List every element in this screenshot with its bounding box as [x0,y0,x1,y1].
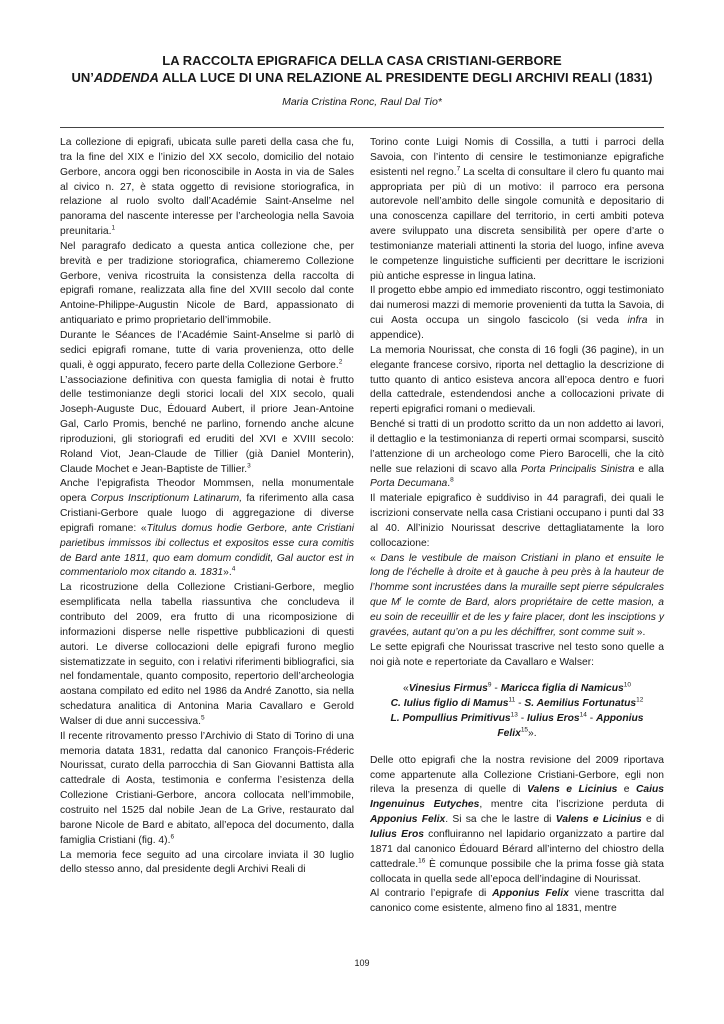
article-title-line1: LA RACCOLTA EPIGRAFICA DELLA CASA CRISTIANI-GERBORE [162,53,562,68]
paragraph: Il materiale epigrafico è suddiviso in 44 paragrafi, dei quali le iscrizioni conservate nella casa Cristiani occupano i punti dal 33 al 40. All’inizio Nourissat descrive dettagliatamente la loro collocazione: [370,493,664,549]
paragraph: Il recente ritrovamento presso l’Archivio di Stato di Torino di una memoria datata 1831, redatta dal canonico François-Fréderic Nourissat, curato della parrocchia di San Giovanni Battista alla cattedrale di Aosta, testimonia e conferma l’esistenza della Collezione Cristiani-Gerbore, ancora collocata nell’immobile, costruito nel 1525 dal nobile Jean de La Grive, restaurato dal barone Nicole de Bard e abitato, all’epoca del documento, dalla famiglia Cristiani (fig. 4).$^6$ [60,730,354,846]
paragraph: Nel paragrafo dedicato a questa antica collezione che, per brevità e per tradizione storiografica, chiameremo Collezione Gerbore, veniva ricostruita la consistenza della raccolta di epigrafi romane, realizzata alla fine del XVIII secolo dal conte Antoine-Philippe-Augustin Nicole de Bard, appassionato di antiquariato e primo proprietario dell’immobile. [60,240,354,327]
paragraph: Torino conte Luigi Nomis di Cossilla, a tutti i parroci della Savoia, con l’intento di censire le testimonianze epigrafiche esistenti nel regno.$^7$ La scelta di consultare il clero fu quanto mai appropriata per più di un motivo: il parroco era persona autorevole nell’ambito delle singole comunità e depositario di una conoscenza capillare del territorio, in certi ambiti poteva avere sviluppato una discreta sensibilità per opere d’arte o testimonianze materiali attinenti la storia del luogo, infine aveva le competenze linguistiche sufficienti per decrittare le iscrizioni più antiche espresse in lingua latina. [370,137,664,282]
paragraph: La collezione di epigrafi, ubicata sulle pareti della casa che fu, tra la fine del XIX e l’inizio del XX secolo, domicilio del notaio Gerbore, ancora oggi ben riconoscibile in Aosta in via de Sales al civico n. 27, è stata oggetto di revisione storiografica, in relazione al ruolo svolto dall’Académie Saint-Anselme nel panorama del nascente interesse per l’archeologia nella Savoia preunitaria.$^1$ [60,137,354,238]
left-column [60,136,354,878]
page-number: 109 [354,958,370,968]
paragraph: La memoria Nourissat, che consta di 16 fogli (36 pagine), in un elegante francese corsivo, riporta nel dettaglio la descrizione di tutto quanto di antico esisteva ancora all’epoca dentro e fuori della cattedrale, estendendosi anche a collocazioni private di reperti epigrafici romani o medievali. [370,344,664,416]
epigraph-list-line: «Vinesius Firmus$^9$ - Maricca figlia di Namicus$^{10}$ [403,681,631,695]
paragraph: Anche l’epigrafista Theodor Mommsen, nella monumentale opera Corpus Inscriptionum Latinarum, fa riferimento alla casa Cristiani-Gerbore quale luogo di aggregazione di diverse epigrafi romane: «Titulus domus hodie Gerbore, ante Cristiani parietibus immissos ibi collectus et expositos esse cura comitis de Bard ante 1811, quo eam domum condidit, Gal auctor est in commentariolo mox citando a. 1831».$^4$ [60,478,354,579]
paragraph: L’associazione definitiva con questa famiglia di notai è frutto delle testimonianze degli storici locali del XIX secolo, quali Joseph-Auguste Duc, Édouard Aubert, il priore Jean-Antoine Gal, Carlo Promis, benché ne parlino, fornendo anche alcune riproduzioni, gli storiografi ed eruditi del XVI e XVIII secolo: Roland Viot, Jean-Claude de Tillier (già Daniel Monterin), Claude Mochet e Jean-Baptiste de Tillier.$^3$ [60,374,354,475]
paragraph: Al contrario l’epigrafe di Apponius Felix viene trascritta dal canonico come esistente, almeno fino al 1831, mentre [370,888,664,915]
paragraph: Benché si tratti di un prodotto scritto da un non addetto ai lavori, il dettaglio e la testimonianza di reperti ormai scomparsi, suscitò l’attenzione di un archeologo come Piero Barocelli, che la citò nelle sue relazioni di scavo alla Porta Principalis Sinistra e alla Porta Decumana.$^8$ [370,419,665,490]
epigraph-list-line: L. Pompullius Primitivus$^{13}$ - Iulius Eros$^{14}$ - Apponius Felix$^{15}$». [390,711,644,739]
paragraph: La ricostruzione della Collezione Cristiani-Gerbore, meglio esemplificata nella tabella riassuntiva che concludeva il contributo del 2009, era frutto di una ricomposizione di informazioni disperse nelle rispettive pubblicazioni di questi autori. Le diverse collocazioni delle epigrafi furono meglio sistematizzate in seguito, con i relativi riferimenti bibliografici, sia nel fondamentale, quanto composito, repertorio dell’archeologia aostana compilato ed edito nel 1986 da André Zanotto, sia nella schedatura analitica di Antonina Maria Cavallaro e Gerold Walser di due anni successiva.$^5$ [60,582,354,727]
right-column [370,136,664,917]
article-title-line2: UN’ADDENDA ALLA LUCE DI UNA RELAZIONE AL PRESIDENTE DEGLI ARCHIVI REALI (1831) [71,70,653,85]
paragraph: Le sette epigrafi che Nourissat trascrive nel testo sono quelle a noi già note e repertoriate da Cavallaro e Walser: [370,641,664,668]
article-authors: Maria Cristina Ronc, Raul Dal Tio* [282,96,442,108]
paragraph: Il progetto ebbe ampio ed immediato riscontro, oggi testimoniato dai numerosi mazzi di memorie provenienti da tutta la Savoia, di cui Aosta occupa un singolo fascicolo (si veda infra in appendice). [370,285,664,341]
epigraph-list-line: C. Iulius figlio di Mamus$^{11}$ - S. Aemilius Fortunatus$^{12}$ [390,696,644,710]
paragraph: Delle otto epigrafi che la nostra revisione del 2009 riportava come appartenute alla Collezione Cristiani-Gerbore, egli non rileva la presenza di quelle di Valens e Licinius e Caius Ingenuinus Eutyches, mentre cita l’iscrizione perduta di Apponius Felix. Si sa che le lastre di Valens e Licinius e di Iulius Eros confluiranno nel lapidario organizzato a partire dal 1871 dal canonico Édouard Bérard all’interno del chiostro della cattedrale.$^{16}$ È comunque possibile che la prima fosse già stata collocata in quella sede all’epoca dell’indagine di Nourissat. [370,754,665,885]
quotation: « Dans le vestibule de maison Cristiani in plano et ensuite le long de l’échelle à droite et à gauche à peu près à la hauteur de l’homme sont incrustées dans la muraille sept pierre sépulcrales que $M^r$ le comte de Bard, alors propriétaire de cette masion, a eu soin de receuillir et de les y faire placer, dont les insciptions y gravées, autant qu’on a pu les déchiffrer, sont comme suit ». [370,552,665,638]
paragraph: La memoria fece seguito ad una circolare inviata il 30 luglio dello stesso anno, dal presidente degli Archivi Reali di [60,849,354,876]
paragraph: Durante le Séances de l’Académie Saint-Anselme si parlò di sedici epigrafi romane, tutte di varia provenienza, otto delle quali, è oggi appurato, fecero parte della Collezione Gerbore.$^2$ [60,329,354,371]
header-divider [60,127,664,128]
